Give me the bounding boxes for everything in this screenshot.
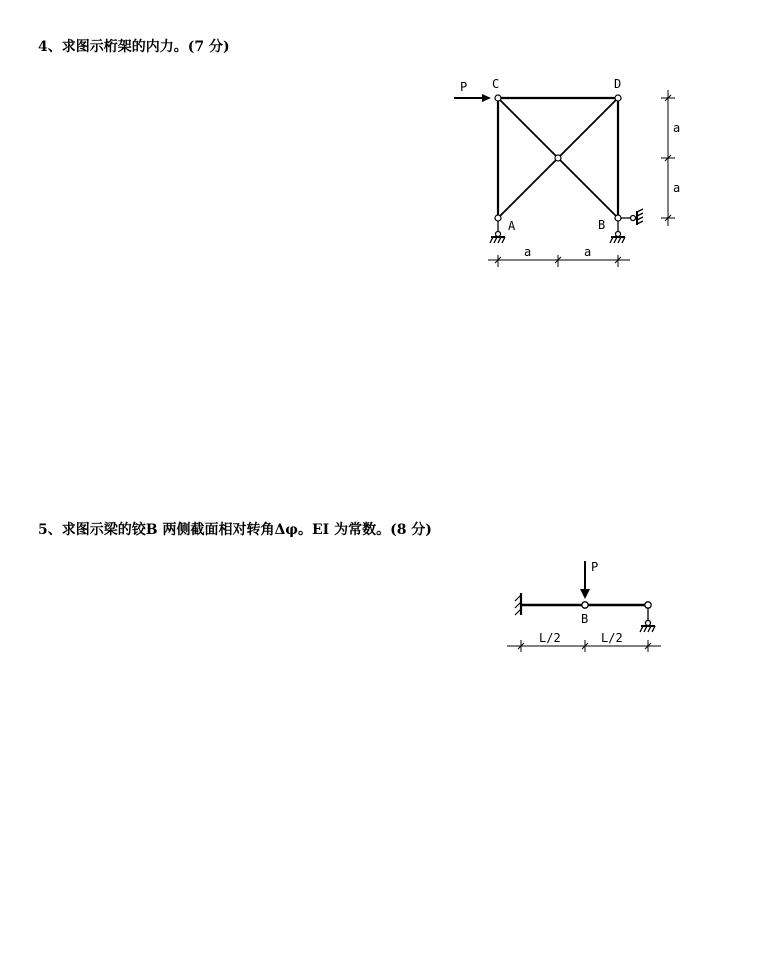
joint-a [495, 215, 501, 221]
dim-label-v1: a [673, 121, 681, 135]
dimension-line [507, 640, 661, 652]
dim-label-h1: a [524, 245, 532, 259]
joint-center [555, 155, 561, 161]
beam-figure [505, 555, 670, 664]
node-label-b: B [598, 218, 606, 232]
joint-b [615, 215, 621, 221]
dimension-horizontal [488, 255, 630, 267]
node-label-d: D [614, 77, 622, 91]
node-label-a: A [508, 219, 516, 233]
end-hinge [645, 602, 651, 608]
dim-label-v2: a [673, 181, 681, 195]
dim-label-left: L/2 [539, 631, 561, 645]
pin-support-b [610, 221, 625, 243]
dim-label-h2: a [584, 245, 592, 259]
pin-support-right [640, 608, 655, 632]
beam-diagram [505, 555, 670, 660]
joint-c [495, 95, 501, 101]
load-label-p: P [591, 560, 599, 574]
load-label-p: P [460, 80, 468, 94]
roller-support-b-horizontal [621, 209, 643, 225]
load-arrow-p [580, 561, 590, 599]
hinge-label-b: B [581, 612, 589, 626]
dim-label-right: L/2 [601, 631, 623, 645]
node-label-c: C [492, 77, 500, 91]
truss-diagram [448, 74, 688, 274]
question-5-text: 5、求图示梁的铰B 两侧截面相对转角Δφ。EI 为常数。(8 分) [38, 522, 432, 538]
hinge-b [582, 602, 588, 608]
joint-d [615, 95, 621, 101]
pin-support-a [490, 221, 505, 243]
truss-figure [448, 74, 688, 278]
load-arrow-p [454, 94, 491, 102]
fixed-support [515, 593, 521, 615]
dimension-vertical [661, 90, 675, 226]
question-4-text: 4、求图示桁架的内力。(7 分) [38, 39, 230, 55]
